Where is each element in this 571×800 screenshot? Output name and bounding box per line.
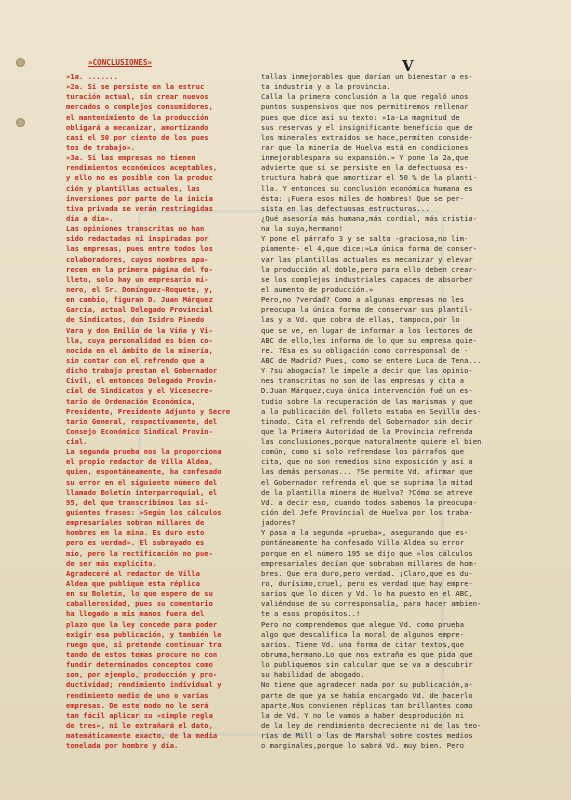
text-line: de la plantilla minera de Huelva? ?Cómo se atreve — [261, 487, 473, 497]
text-line: el mantenimiento de la producción — [66, 112, 209, 122]
text-line: las demás personas... ?Se permite Vd. afirmar que — [261, 467, 473, 477]
text-line: fundir determinados conceptos como — [66, 660, 213, 670]
text-line: obruma,hermano.Lo que nos extraña es que pida que — [261, 650, 473, 660]
text-line: y ello no es posible con la produc — [66, 173, 213, 183]
text-line: tos de trabajo». — [66, 142, 136, 152]
section-heading: »CONCLUSIONES» — [88, 58, 153, 67]
text-line: llamado Boletín interparroquial, el — [66, 487, 218, 497]
text-line: te a esos propósitos..! — [261, 609, 361, 619]
punch-hole — [16, 118, 25, 127]
text-line: ción del Jefe Provincial de Huelva por los traba- — [261, 508, 473, 518]
text-line: exigir esa publicación, y también le — [66, 629, 222, 639]
text-line: ABC de ello,les informa de lo que su empresa quie- — [261, 335, 478, 345]
text-line: a la publicación del folleto estaba en Sevilla des- — [261, 406, 482, 416]
text-line: Vd. a decir eso, cuando todos sabemos la preocupa- — [261, 497, 478, 507]
text-line: guientes frases: »Según los cálculos — [66, 508, 222, 518]
text-line: ción y plantillas actuales, las — [66, 183, 200, 193]
text-line: parte de que ya se había encargado Vd. de hacerlo — [261, 690, 473, 700]
text-line: aparte.Nos convienen réplicas tan brillantes como — [261, 700, 473, 710]
text-line: ABC de Madrid? Pues, como se entere Luca de Tena... — [261, 355, 482, 365]
text-line: tario de Ordenación Económica, — [66, 396, 196, 406]
text-line: empresas. De este modo no le será — [66, 700, 209, 710]
text-line: Y pone el párrafo 3 y se salta -graciosa,no lim- — [261, 234, 469, 244]
text-line: tructura habrá que amortizar el 50 % de la planti- — [261, 173, 478, 183]
text-line: el propio redactor de Villa Aldea, — [66, 457, 213, 467]
text-line: dicho trabajo prestan el Gobernador — [66, 366, 218, 376]
text-line: inversiones por parte de la inicia — [66, 193, 213, 203]
text-line: su error en el siguiente número del — [66, 477, 218, 487]
text-line: rendimiento medio de uno o varias — [66, 690, 209, 700]
text-line: Aldea que publique esta réplica — [66, 579, 200, 589]
text-line: empresariales decían que sobraban millares de hom- — [261, 558, 478, 568]
text-line: var las plantillas actuales es mecanizar y elevar — [261, 254, 473, 264]
text-line: las conclusiones,porque naturalmente quiere el bien — [261, 437, 482, 447]
text-line: piamente- el 4,que dice:»La única forma de conser- — [261, 244, 478, 254]
text-line: D.Juan Márquez,cuya única intervención fué un es- — [261, 386, 473, 396]
text-line: pero es verdad». El subrayado es — [66, 538, 205, 548]
text-line: sista en las defectuosas estructuras... — [261, 203, 430, 213]
text-line: tario General, respectivamente, del — [66, 416, 218, 426]
text-line: la producción al doble,pero para ello deben crear- — [261, 264, 478, 274]
text-line: de la ley de rendimiento decreciente ni de las teo- — [261, 721, 482, 730]
text-line: de tres», ni le extrañará el dato, — [66, 721, 213, 730]
text-line: ha llegado a mis manos fuera del — [66, 609, 205, 619]
text-line: los minerales extraídos se hace,permiten conside- — [261, 132, 473, 142]
text-line: tudio sobre la recuperación de las marismas y que — [261, 396, 473, 406]
text-line: Y pasa a la segunda »prueba», asegurando que es- — [261, 528, 469, 538]
text-line: tando de estos temas procure no con — [66, 650, 218, 660]
punch-hole — [16, 58, 25, 67]
text-line: nes transcritas no son de las empresas y cita a — [261, 376, 465, 386]
text-line: preocupa la única forma de conservar sus plantil- — [261, 305, 473, 315]
text-line: rar que la minería de Huelva está en condiciones — [261, 142, 469, 152]
left-column-text — [66, 72, 256, 751]
text-line: Presidente, Presidente Adjunto y Secre — [66, 406, 231, 416]
text-line: nocida en el ámbito de la minería, — [66, 345, 213, 355]
text-line: cial. — [66, 437, 88, 447]
text-line: colaboradores, cuyos nombres apa- — [66, 254, 209, 264]
text-line: pontáneamente ha confesado Villa Aldea su error — [261, 538, 465, 548]
text-line: valiéndose de su corresponsalía, para hacer ambien- — [261, 599, 482, 609]
text-line: bres. Que era duro,pero verdad. ¡Claro,que es du- — [261, 568, 473, 578]
text-line: »2a. Si se persiste en la estruc — [66, 82, 205, 92]
text-line: común, como si solo refrendase los párrafos que — [261, 447, 465, 457]
text-line: quien, espontáneamente, ha confesado — [66, 467, 222, 477]
text-line: advierte que si se persiste en la defectuosa es- — [261, 163, 469, 173]
text-line: turación actual, sin crear nuevos — [66, 92, 209, 102]
page-number: V — [402, 57, 414, 75]
text-line: su habilidad de abogado. — [261, 670, 365, 680]
text-line: nero, el Sr. Domínguez-Roquete, y, — [66, 284, 213, 294]
punch-holes — [16, 0, 28, 800]
text-line: hombres en la mina. Es duro esto — [66, 528, 205, 538]
text-line: Consejo Económico Sindical Provin- — [66, 426, 213, 436]
text-line: na la suya,hermano! — [261, 224, 344, 234]
text-line: casi el 50 por ciento de los pues — [66, 132, 209, 142]
text-line: sus reservas y el insignificante beneficio que de — [261, 122, 473, 132]
text-line: sarios que lo dicen y Vd. lo ha puesto en el ABC, — [261, 589, 473, 599]
text-line: ¿Qué asesoría más humana,más cordial, más cristia- — [261, 213, 478, 223]
text-line: Civil, el entonces Delegado Provin- — [66, 376, 218, 386]
text-line: rías de Mill o las de Marshal sobre costes medios — [261, 731, 473, 741]
text-line: o marginales,porque lo sabrá Vd. muy bien. Pero — [261, 741, 465, 751]
text-line: matemáticamente exacto, de la media — [66, 731, 218, 741]
text-line: tinado. Cita el refrendo del Gobernador sin decir — [261, 416, 473, 426]
text-line: tonelada por hombre y día. — [66, 741, 179, 751]
text-line: Vara y don Emilio de la Viña y Vi- — [66, 325, 213, 335]
text-line: recen en la primera página del fo- — [66, 264, 213, 274]
text-line: sarios. Tiene Vd. una forma de citar textos,que — [261, 639, 465, 649]
text-line: cita, que no son remedios sino exposición y así a — [261, 457, 473, 467]
text-line: obligará a mecanizar, amortizando — [66, 122, 209, 132]
text-line: Calla la primera conclusión a la que regaló unos — [261, 92, 469, 102]
text-line: puntos suspensivos que nos permitiremos rellenar — [261, 102, 469, 112]
text-line: lo publiquemos sin calcular que se va a descubrir — [261, 660, 473, 670]
text-line: tiva privada se verán restringidas — [66, 203, 213, 213]
text-line: en su Boletín, lo que espero de su — [66, 589, 213, 599]
text-line: No tiene que agradecer nada por su publicación,a- — [261, 680, 473, 690]
text-line: mío, pero la rectificación no pue- — [66, 548, 213, 558]
text-line: ta industria y a la provincia. — [261, 82, 391, 92]
right-column-text — [261, 72, 551, 751]
text-line: re. ?Esa es su obligación como corresponsal de - — [261, 345, 469, 355]
text-line: de ser más explícita. — [66, 558, 157, 568]
text-line: algo que descalifica la moral de algunos empre- — [261, 629, 465, 639]
text-line: las y a Vd. que cobra de ellas, tampoco,por lo — [261, 315, 460, 325]
text-line: sin contar con el refrendo que a — [66, 355, 205, 365]
text-line: Las opiniones transcritas no han — [66, 224, 205, 234]
text-line: la de Vd. Y no le vamos a haber desprodución ni — [261, 710, 465, 720]
text-line: lleto, solo hay un empresario mi- — [66, 274, 209, 284]
text-line: las empresas, pues entre todos los — [66, 244, 213, 254]
text-line: ruego que, si pretende continuar tra — [66, 639, 222, 649]
text-line: empresariales sobran millares de — [66, 518, 205, 528]
text-line: inmejorablespara su expansión.» Y pone la 2a,que — [261, 153, 469, 163]
text-line: de Sindicatos, don Isidro Pinedo — [66, 315, 205, 325]
text-line: »1a. ....... — [66, 72, 118, 81]
text-line: tallas inmejorables que darían un bienestar a es- — [261, 72, 473, 81]
text-line: 95, del que transcribimos las si- — [66, 497, 209, 507]
text-line: porque en el número 195 se dijo que »los cálculos — [261, 548, 473, 558]
text-line: el aumento de producción.» — [261, 284, 374, 294]
text-line: se los complejos industriales capaces de absorber — [261, 274, 473, 284]
text-line: son, por ejemplo, producción y pro- — [66, 670, 218, 680]
text-line: jadores? — [261, 518, 296, 528]
text-line: caballerosidad, pues su comentario — [66, 599, 213, 609]
text-line: La segunda prueba nos la proporciona — [66, 447, 222, 457]
text-line: ro, durísimo,cruel, pero es verdad que hay empre- — [261, 579, 473, 589]
text-line: cial de Sindicatos y el Vicesecre- — [66, 386, 213, 396]
text-line: el Gobernador refrenda el que se suprima la mitad — [261, 477, 473, 487]
text-line: lla, cuya personalidad es bien co- — [66, 335, 213, 345]
text-line: mercados o complejos consumidores, — [66, 102, 213, 112]
text-line: que la Primera Autoridad de la Provincia refrenda — [261, 426, 473, 436]
text-line: sido redactadas ni inspiradas por — [66, 234, 209, 244]
text-line: ésta: ¡Fuera esos miles de hombres! Que se per- — [261, 193, 465, 203]
text-line: pues que dice así su texto: »1a-La magnitud de — [261, 112, 460, 122]
text-line: rendimientos económicos aceptables, — [66, 163, 218, 173]
text-line: ductividad; rendimiento individual y — [66, 680, 222, 690]
text-line: en cambio, figuran D. Juan Márquez — [66, 295, 213, 305]
text-line: lla. Y entonces su conclusión económica humana es — [261, 183, 473, 193]
text-line: que se ve, en lugar de informar a los lectores de — [261, 325, 473, 335]
text-line: tan fácil aplicar su »simple regla — [66, 710, 213, 720]
text-line: Pero,no ?verdad? Como a algunas empresas no les — [261, 295, 465, 305]
text-line: día a día». — [66, 213, 114, 223]
text-line: plazo que la ley concede para poder — [66, 619, 218, 629]
text-line: »3a. Si las empresas no tienen — [66, 153, 196, 163]
text-line: Y ?su abogacía? le impele a decir que las opinio- — [261, 366, 473, 376]
text-line: García, actual Delegado Provincial — [66, 305, 213, 315]
text-line: Agradeceré al redactor de Villa — [66, 568, 200, 578]
text-line: Pero no comprendemos que alegue Vd. como prueba — [261, 619, 465, 629]
